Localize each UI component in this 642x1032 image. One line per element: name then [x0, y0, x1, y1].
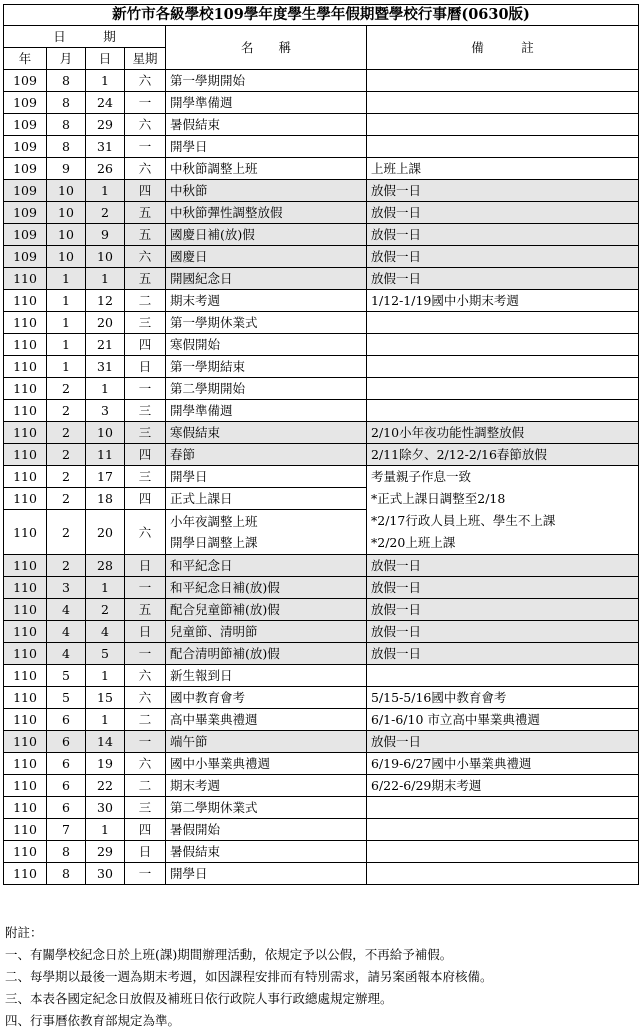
- cell-weekday: 一: [125, 731, 166, 753]
- cell-remark: 6/19-6/27國中小畢業典禮週: [367, 753, 639, 775]
- remark-line: 考量親子作息一致: [371, 469, 472, 484]
- cell-name: 期末考週: [166, 775, 367, 797]
- page-title: 新竹市各級學校109學年度學生學年假期暨學校行事曆(0630版): [4, 5, 639, 26]
- cell-day: 2: [86, 202, 125, 224]
- cell-month: 2: [47, 510, 86, 555]
- cell-year: 110: [4, 599, 47, 621]
- cell-month: 8: [47, 70, 86, 92]
- cell-month: 2: [47, 488, 86, 510]
- cell-remark: [367, 92, 639, 114]
- cell-name: 第一學期開始: [166, 70, 367, 92]
- cell-name: 第二學期開始: [166, 378, 367, 400]
- cell-month: 1: [47, 312, 86, 334]
- cell-year: 110: [4, 444, 47, 466]
- table-row: [4, 797, 639, 819]
- table-row: [4, 312, 639, 334]
- table-row: [4, 268, 639, 290]
- table-body-second-part: [4, 555, 639, 885]
- table-row: [4, 709, 639, 731]
- table-row: [4, 599, 639, 621]
- cell-day: 19: [86, 753, 125, 775]
- cell-day: 22: [86, 775, 125, 797]
- cell-name: 端午節: [166, 731, 367, 753]
- cell-remark: 放假一日: [367, 643, 639, 665]
- cell-month: 6: [47, 797, 86, 819]
- table-row: [4, 422, 639, 444]
- cell-year: 110: [4, 466, 47, 488]
- cell-day: 21: [86, 334, 125, 356]
- cell-weekday: 一: [125, 92, 166, 114]
- table-row: [4, 775, 639, 797]
- cell-weekday: 四: [125, 334, 166, 356]
- cell-weekday: 一: [125, 577, 166, 599]
- cell-weekday: 六: [125, 665, 166, 687]
- cell-month: 4: [47, 643, 86, 665]
- calendar-table: [3, 4, 639, 885]
- cell-weekday: 三: [125, 797, 166, 819]
- cell-name: 國慶日: [166, 246, 367, 268]
- cell-name: 暑假開始: [166, 819, 367, 841]
- cell-day: 4: [86, 621, 125, 643]
- table-body-first-part: [4, 70, 639, 466]
- cell-name: 開國紀念日: [166, 268, 367, 290]
- footnotes-label: 附註：: [5, 925, 43, 940]
- cell-day: 1: [86, 180, 125, 202]
- cell-day: 9: [86, 224, 125, 246]
- cell-day: 1: [86, 665, 125, 687]
- cell-weekday: 五: [125, 268, 166, 290]
- cell-month: 8: [47, 114, 86, 136]
- cell-remark: 2/11除夕、2/12-2/16春節放假: [367, 444, 639, 466]
- cell-year: 109: [4, 158, 47, 180]
- cell-name: 中秋節調整上班: [166, 158, 367, 180]
- cell-weekday: 六: [125, 687, 166, 709]
- footnote-item: 一、有關學校紀念日於上班(課)期間辦理活動，依規定予以公假，不再給予補假。: [5, 947, 453, 962]
- cell-weekday: 四: [125, 444, 166, 466]
- cell-remark: 2/10小年夜功能性調整放假: [367, 422, 639, 444]
- cell-day: 17: [86, 466, 125, 488]
- cell-name: 寒假開始: [166, 334, 367, 356]
- cell-day: 30: [86, 863, 125, 885]
- cell-day: 28: [86, 555, 125, 577]
- cell-weekday: 四: [125, 488, 166, 510]
- cell-weekday: 六: [125, 114, 166, 136]
- table-row: [4, 246, 639, 268]
- cell-weekday: 六: [125, 753, 166, 775]
- cell-day: 10: [86, 246, 125, 268]
- cell-day: 20: [86, 312, 125, 334]
- cell-month: 1: [47, 334, 86, 356]
- cell-remark: 放假一日: [367, 731, 639, 753]
- cell-month: 2: [47, 422, 86, 444]
- cell-weekday: 五: [125, 202, 166, 224]
- cell-name: 國中教育會考: [166, 687, 367, 709]
- cell-month: 4: [47, 599, 86, 621]
- cell-name: 中秋節彈性調整放假: [166, 202, 367, 224]
- table-row: [4, 180, 639, 202]
- cell-remark: [367, 797, 639, 819]
- table-row: [4, 400, 639, 422]
- cell-day: 15: [86, 687, 125, 709]
- cell-month: 6: [47, 775, 86, 797]
- table-row: [4, 731, 639, 753]
- cell-day: 30: [86, 797, 125, 819]
- cell-remark: [367, 863, 639, 885]
- cell-remark: [367, 400, 639, 422]
- table-row: [4, 356, 639, 378]
- cell-month: 6: [47, 753, 86, 775]
- cell-year: 110: [4, 797, 47, 819]
- cell-remark: 放假一日: [367, 202, 639, 224]
- cell-remark: [367, 665, 639, 687]
- table-row: [4, 444, 639, 466]
- table-row: [4, 621, 639, 643]
- cell-day: 3: [86, 400, 125, 422]
- table-row: [4, 70, 639, 92]
- cell-day: 20: [86, 510, 125, 555]
- cell-year: 110: [4, 422, 47, 444]
- cell-year: 110: [4, 555, 47, 577]
- cell-remark: [367, 356, 639, 378]
- cell-weekday: 三: [125, 466, 166, 488]
- cell-weekday: 一: [125, 863, 166, 885]
- cell-weekday: 二: [125, 775, 166, 797]
- cell-name: 高中畢業典禮週: [166, 709, 367, 731]
- cell-weekday: 六: [125, 158, 166, 180]
- cell-month: 10: [47, 180, 86, 202]
- cell-name: 配合兒童節補(放)假: [166, 599, 367, 621]
- cell-month: 1: [47, 356, 86, 378]
- header-day: 日: [86, 48, 125, 70]
- cell-month: 1: [47, 290, 86, 312]
- footnote-item: 三、本表各國定紀念日放假及補班日依行政院人事行政總處規定辦理。: [5, 991, 393, 1006]
- header-month: 月: [47, 48, 86, 70]
- cell-year: 110: [4, 863, 47, 885]
- cell-month: 1: [47, 268, 86, 290]
- calendar-sheet: [3, 4, 638, 885]
- cell-name: 國中小畢業典禮週: [166, 753, 367, 775]
- cell-year: 110: [4, 775, 47, 797]
- cell-year: 109: [4, 70, 47, 92]
- cell-remark: [367, 819, 639, 841]
- cell-name: 第一學期休業式: [166, 312, 367, 334]
- remark-line: *2/17行政人員上班、學生不上課: [371, 513, 556, 528]
- cell-year: 110: [4, 819, 47, 841]
- cell-remark-group: [367, 466, 639, 555]
- cell-year: 109: [4, 92, 47, 114]
- cell-year: 110: [4, 621, 47, 643]
- cell-weekday: 一: [125, 136, 166, 158]
- cell-month: 9: [47, 158, 86, 180]
- cell-remark: [367, 378, 639, 400]
- header-name: 名 稱: [166, 26, 367, 70]
- cell-day: 11: [86, 444, 125, 466]
- cell-name: 和平紀念日補(放)假: [166, 577, 367, 599]
- cell-weekday: 五: [125, 224, 166, 246]
- name-line: 小年夜調整上班: [170, 514, 258, 529]
- cell-name: 開學準備週: [166, 400, 367, 422]
- cell-weekday: 三: [125, 312, 166, 334]
- cell-year: 110: [4, 643, 47, 665]
- footnote-item: 四、行事曆依教育部規定為準。: [5, 1013, 181, 1028]
- cell-year: 110: [4, 268, 47, 290]
- cell-month: 2: [47, 378, 86, 400]
- cell-month: 4: [47, 621, 86, 643]
- cell-weekday: 二: [125, 290, 166, 312]
- cell-remark: 5/15-5/16國中教育會考: [367, 687, 639, 709]
- cell-month: 5: [47, 687, 86, 709]
- table-row: [4, 841, 639, 863]
- cell-day: 1: [86, 709, 125, 731]
- cell-month: 10: [47, 224, 86, 246]
- cell-day: 14: [86, 731, 125, 753]
- cell-year: 110: [4, 753, 47, 775]
- cell-month: 6: [47, 709, 86, 731]
- cell-day: 18: [86, 488, 125, 510]
- table-row: [4, 577, 639, 599]
- cell-remark: 放假一日: [367, 555, 639, 577]
- table-row: [4, 863, 639, 885]
- cell-month: 6: [47, 731, 86, 753]
- cell-weekday: 三: [125, 400, 166, 422]
- cell-weekday: 日: [125, 356, 166, 378]
- table-row: [4, 687, 639, 709]
- cell-remark: [367, 334, 639, 356]
- cell-weekday: 一: [125, 378, 166, 400]
- cell-name: 中秋節: [166, 180, 367, 202]
- cell-month: 2: [47, 466, 86, 488]
- table-row: [4, 202, 639, 224]
- header-date: 日 期: [4, 26, 166, 48]
- cell-remark: 放假一日: [367, 268, 639, 290]
- remark-line: *正式上課日調整至2/18: [371, 491, 506, 506]
- cell-day: 1: [86, 268, 125, 290]
- cell-weekday: 四: [125, 819, 166, 841]
- table-row: [4, 114, 639, 136]
- cell-year: 110: [4, 731, 47, 753]
- cell-name: 第一學期結束: [166, 356, 367, 378]
- cell-remark: 放假一日: [367, 621, 639, 643]
- footnote-item: 二、每學期以最後一週為期末考週，如因課程安排而有特別需求，請另案函報本府核備。: [5, 969, 493, 984]
- cell-name: 暑假結束: [166, 114, 367, 136]
- cell-year: 109: [4, 180, 47, 202]
- cell-day: 10: [86, 422, 125, 444]
- cell-day: 1: [86, 819, 125, 841]
- cell-day: 1: [86, 70, 125, 92]
- table-row: [4, 224, 639, 246]
- cell-name: 期末考週: [166, 290, 367, 312]
- table-row: [4, 466, 639, 488]
- cell-remark: 6/1-6/10 市立高中畢業典禮週: [367, 709, 639, 731]
- cell-year: 110: [4, 400, 47, 422]
- cell-month: 8: [47, 863, 86, 885]
- cell-name: 春節: [166, 444, 367, 466]
- table-row: [4, 290, 639, 312]
- cell-weekday: 日: [125, 621, 166, 643]
- cell-name: 開學準備週: [166, 92, 367, 114]
- cell-year: 110: [4, 312, 47, 334]
- table-body-group: [4, 466, 639, 555]
- cell-weekday: 日: [125, 841, 166, 863]
- cell-month: 8: [47, 92, 86, 114]
- cell-remark: 1/12-1/19國中小期末考週: [367, 290, 639, 312]
- cell-year: 109: [4, 224, 47, 246]
- cell-day: 24: [86, 92, 125, 114]
- cell-remark: 6/22-6/29期末考週: [367, 775, 639, 797]
- cell-year: 110: [4, 841, 47, 863]
- cell-remark: 放假一日: [367, 224, 639, 246]
- cell-weekday: 六: [125, 70, 166, 92]
- cell-year: 110: [4, 665, 47, 687]
- cell-year: 110: [4, 488, 47, 510]
- name-line: 開學日調整上課: [170, 535, 258, 550]
- cell-weekday: 日: [125, 555, 166, 577]
- cell-weekday: 一: [125, 643, 166, 665]
- cell-year: 110: [4, 334, 47, 356]
- cell-weekday: 四: [125, 180, 166, 202]
- cell-name: 開學日: [166, 136, 367, 158]
- table-row: [4, 753, 639, 775]
- table-row: [4, 819, 639, 841]
- cell-remark: [367, 70, 639, 92]
- cell-day: 29: [86, 114, 125, 136]
- cell-remark: 放假一日: [367, 180, 639, 202]
- header-weekday: 星期: [125, 48, 166, 70]
- table-row: [4, 136, 639, 158]
- cell-month: 8: [47, 136, 86, 158]
- cell-weekday: 五: [125, 599, 166, 621]
- cell-year: 109: [4, 246, 47, 268]
- cell-day: 2: [86, 599, 125, 621]
- cell-remark: [367, 312, 639, 334]
- cell-remark: 放假一日: [367, 246, 639, 268]
- cell-day: 1: [86, 577, 125, 599]
- cell-remark: [367, 841, 639, 863]
- cell-remark: 上班上課: [367, 158, 639, 180]
- table-row: [4, 378, 639, 400]
- table-row: [4, 158, 639, 180]
- cell-name: 寒假結束: [166, 422, 367, 444]
- cell-weekday: 二: [125, 709, 166, 731]
- cell-day: 5: [86, 643, 125, 665]
- cell-year: 110: [4, 577, 47, 599]
- cell-name: 新生報到日: [166, 665, 367, 687]
- table-row: [4, 334, 639, 356]
- cell-name: [166, 510, 367, 555]
- cell-name: 正式上課日: [166, 488, 367, 510]
- cell-weekday: 六: [125, 246, 166, 268]
- footnotes: [5, 922, 637, 1032]
- table-row: [4, 665, 639, 687]
- cell-day: 31: [86, 356, 125, 378]
- cell-remark: [367, 136, 639, 158]
- cell-day: 26: [86, 158, 125, 180]
- cell-year: 110: [4, 356, 47, 378]
- table-row: [4, 643, 639, 665]
- cell-name: 和平紀念日: [166, 555, 367, 577]
- cell-remark: [367, 114, 639, 136]
- cell-name: 暑假結束: [166, 841, 367, 863]
- table-row: [4, 92, 639, 114]
- cell-month: 2: [47, 400, 86, 422]
- cell-day: 31: [86, 136, 125, 158]
- cell-month: 2: [47, 555, 86, 577]
- cell-day: 1: [86, 378, 125, 400]
- cell-month: 2: [47, 444, 86, 466]
- cell-day: 29: [86, 841, 125, 863]
- cell-name: 國慶日補(放)假: [166, 224, 367, 246]
- cell-weekday: 六: [125, 510, 166, 555]
- cell-year: 110: [4, 290, 47, 312]
- remark-line: *2/20上班上課: [371, 535, 456, 550]
- cell-name: 第二學期休業式: [166, 797, 367, 819]
- header-year: 年: [4, 48, 47, 70]
- cell-year: 110: [4, 378, 47, 400]
- cell-month: 8: [47, 841, 86, 863]
- cell-remark: 放假一日: [367, 577, 639, 599]
- cell-name: 配合清明節補(放)假: [166, 643, 367, 665]
- cell-month: 3: [47, 577, 86, 599]
- cell-year: 110: [4, 709, 47, 731]
- cell-name: 開學日: [166, 863, 367, 885]
- cell-year: 109: [4, 136, 47, 158]
- cell-name: 開學日: [166, 466, 367, 488]
- table-row: [4, 555, 639, 577]
- cell-year: 110: [4, 687, 47, 709]
- cell-year: 109: [4, 114, 47, 136]
- cell-remark: 放假一日: [367, 599, 639, 621]
- cell-day: 12: [86, 290, 125, 312]
- cell-month: 7: [47, 819, 86, 841]
- cell-weekday: 三: [125, 422, 166, 444]
- cell-name: 兒童節、清明節: [166, 621, 367, 643]
- cell-month: 5: [47, 665, 86, 687]
- header-remark: 備 註: [367, 26, 639, 70]
- cell-year: 109: [4, 202, 47, 224]
- cell-month: 10: [47, 246, 86, 268]
- cell-year: 110: [4, 510, 47, 555]
- cell-month: 10: [47, 202, 86, 224]
